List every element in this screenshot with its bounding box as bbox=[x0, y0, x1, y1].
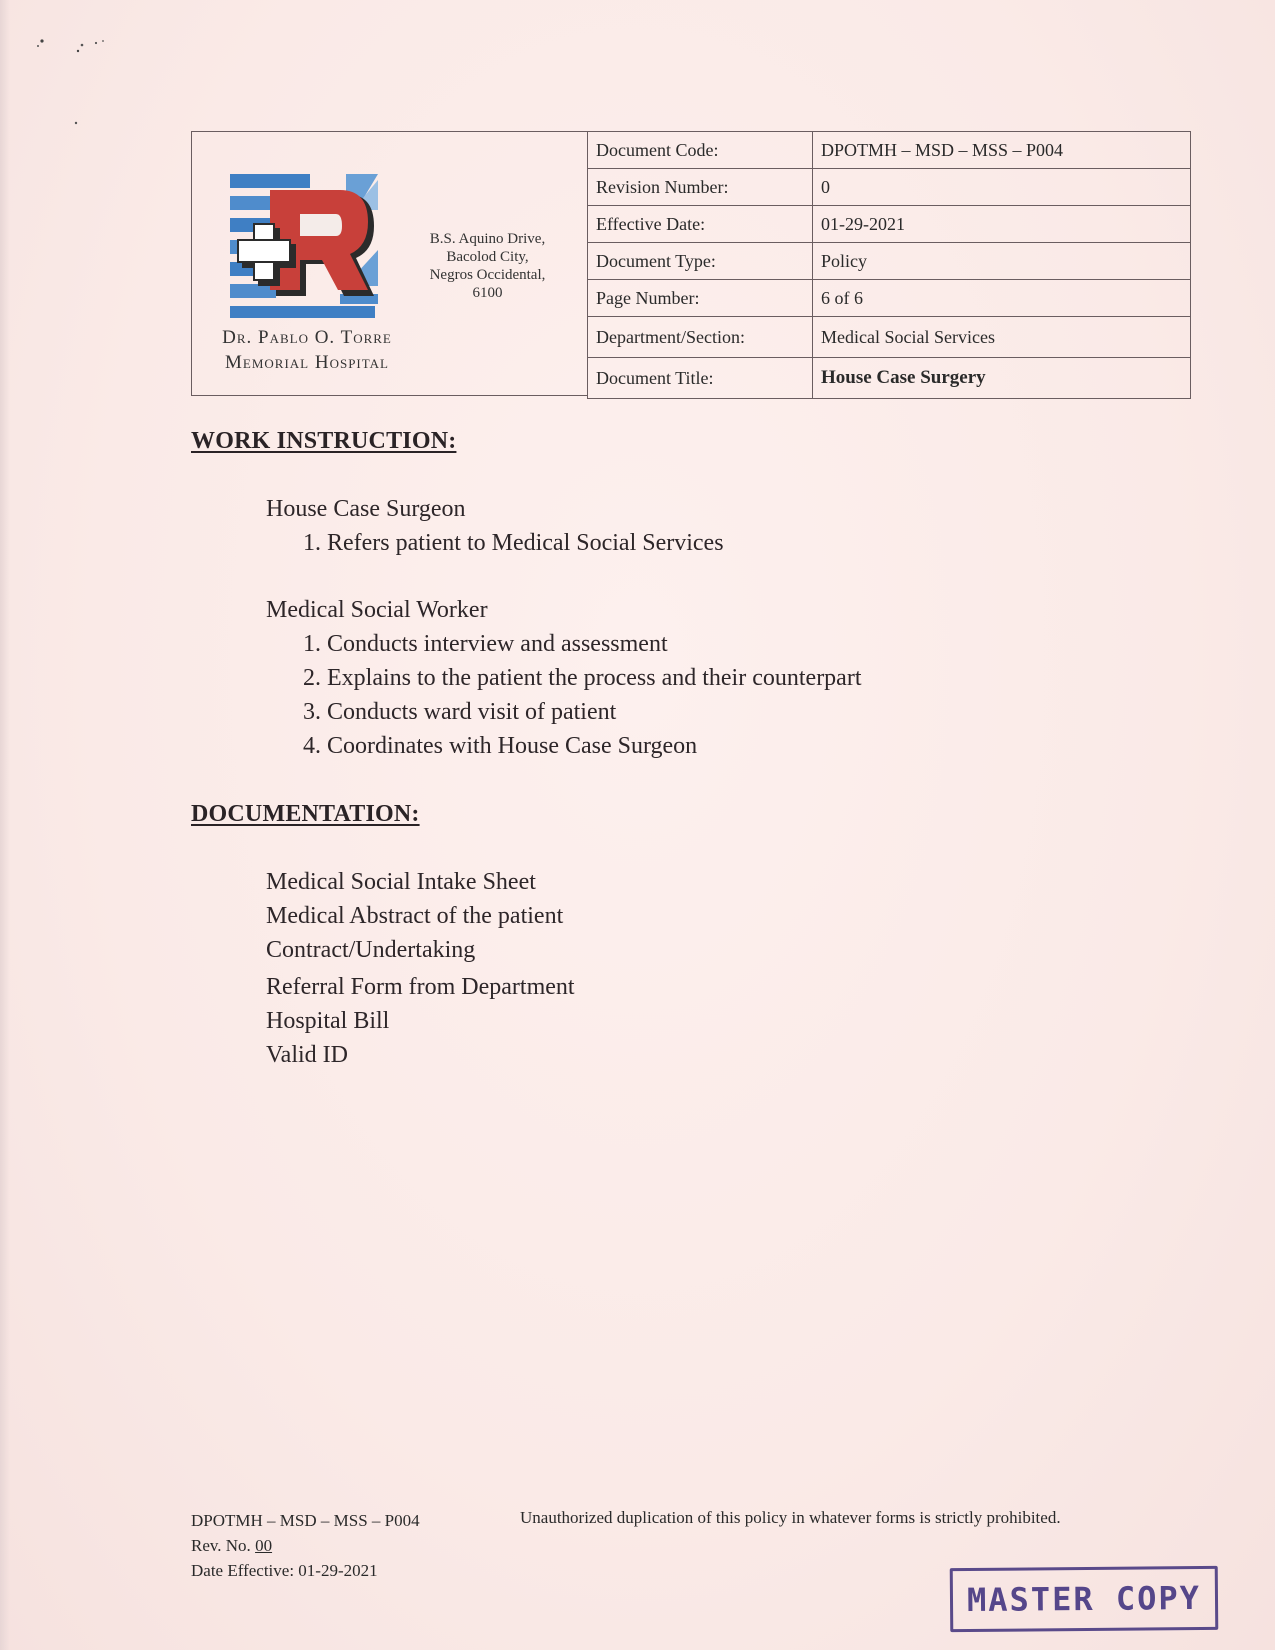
address-line: Bacolod City, bbox=[446, 249, 529, 265]
documentation-heading: DOCUMENTATION: bbox=[191, 801, 420, 827]
info-row bbox=[588, 317, 1191, 358]
footer-date-label: Date Effective: bbox=[191, 1561, 299, 1580]
info-value: 0 bbox=[813, 169, 1191, 206]
hospital-name bbox=[192, 325, 422, 375]
info-label: Revision Number: bbox=[588, 169, 813, 206]
address-line: Negros Occidental, bbox=[429, 267, 546, 283]
hospital-logo-cell bbox=[191, 131, 587, 396]
footer-date-effective bbox=[191, 1558, 420, 1583]
info-row bbox=[588, 280, 1191, 317]
info-value: Medical Social Services bbox=[813, 317, 1191, 358]
info-row bbox=[588, 243, 1191, 280]
duplication-notice: Unauthorized duplication of this policy in whatever forms is strictly prohibited. bbox=[520, 1508, 1061, 1527]
address-line: B.S. Aquino Drive, bbox=[429, 231, 546, 247]
step-item: 3. Conducts ward visit of patient bbox=[303, 699, 617, 725]
info-value: Policy bbox=[813, 243, 1191, 280]
info-label: Document Code: bbox=[588, 132, 813, 169]
document-title-value: House Case Surgery bbox=[813, 358, 1191, 399]
info-label: Department/Section: bbox=[588, 317, 813, 358]
hospital-logo-icon bbox=[228, 170, 378, 320]
hospital-name-line2: Memorial Hospital bbox=[225, 352, 389, 373]
scan-specks bbox=[30, 35, 130, 135]
hospital-address bbox=[410, 230, 565, 302]
role-house-case-surgeon: House Case Surgeon bbox=[266, 496, 466, 522]
info-row bbox=[588, 132, 1191, 169]
master-copy-stamp: MASTER COPY bbox=[950, 1566, 1219, 1632]
document-info-table bbox=[587, 131, 1191, 399]
hospital-name-line1: Dr. Pablo O. Torre bbox=[222, 327, 392, 348]
info-row bbox=[588, 206, 1191, 243]
step-item: 1. Refers patient to Medical Social Services bbox=[303, 530, 724, 556]
documentation-item: Valid ID bbox=[266, 1042, 348, 1068]
role-medical-social-worker: Medical Social Worker bbox=[266, 597, 488, 623]
info-value: 6 of 6 bbox=[813, 280, 1191, 317]
info-label: Document Type: bbox=[588, 243, 813, 280]
footer-rev-value: 00 bbox=[255, 1536, 273, 1555]
step-item: 2. Explains to the patient the process and their counterpart bbox=[303, 665, 862, 691]
documentation-item: Hospital Bill bbox=[266, 1008, 390, 1034]
step-item: 1. Conducts interview and assessment bbox=[303, 631, 668, 657]
scan-edge-shadow bbox=[0, 0, 10, 1650]
footer-document-info bbox=[191, 1508, 420, 1583]
documentation-item: Referral Form from Department bbox=[266, 974, 575, 1000]
info-value: DPOTMH – MSD – MSS – P004 bbox=[813, 132, 1191, 169]
address-line: 6100 bbox=[472, 285, 503, 301]
documentation-item: Medical Social Intake Sheet bbox=[266, 869, 536, 895]
footer-document-code: DPOTMH – MSD – MSS – P004 bbox=[191, 1511, 420, 1530]
documentation-item: Medical Abstract of the patient bbox=[266, 903, 564, 929]
work-instruction-heading: WORK INSTRUCTION: bbox=[191, 428, 457, 454]
documentation-item: Contract/Undertaking bbox=[266, 937, 476, 963]
info-row bbox=[588, 169, 1191, 206]
info-value: 01-29-2021 bbox=[813, 206, 1191, 243]
footer-revision bbox=[191, 1533, 420, 1558]
info-row bbox=[588, 358, 1191, 399]
footer-rev-label: Rev. No. bbox=[191, 1536, 256, 1555]
info-label: Page Number: bbox=[588, 280, 813, 317]
document-header bbox=[191, 131, 1191, 396]
info-label: Effective Date: bbox=[588, 206, 813, 243]
info-label: Document Title: bbox=[588, 358, 813, 399]
step-item: 4. Coordinates with House Case Surgeon bbox=[303, 733, 698, 759]
footer-date-value: 01-29-2021 bbox=[298, 1561, 378, 1580]
